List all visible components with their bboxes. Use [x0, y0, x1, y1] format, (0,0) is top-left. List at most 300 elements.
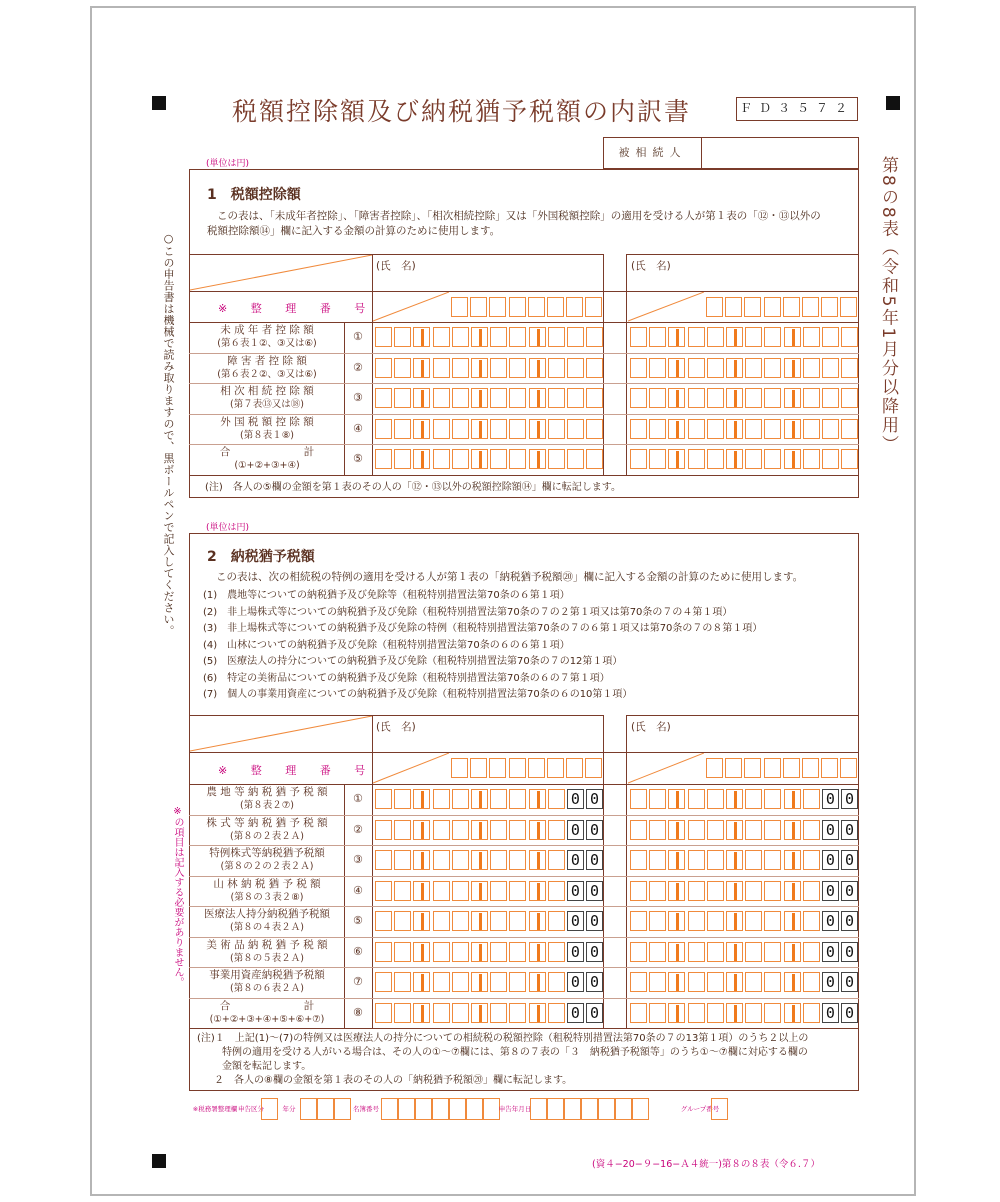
- digit-cell[interactable]: [745, 820, 762, 840]
- filing-date-cell[interactable]: [615, 1098, 632, 1120]
- zero-digit[interactable]: 0: [822, 820, 839, 840]
- digit-cell[interactable]: [707, 388, 724, 408]
- group-number-cell[interactable]: [711, 1098, 728, 1120]
- digit-cell[interactable]: [784, 358, 801, 378]
- digit-cell[interactable]: [688, 419, 705, 439]
- digit-cell[interactable]: [452, 972, 469, 992]
- digit-cell[interactable]: [375, 820, 392, 840]
- digit-cell[interactable]: [764, 449, 781, 469]
- digit-cell[interactable]: [509, 358, 526, 378]
- digit-cell[interactable]: [822, 358, 839, 378]
- digit-cell[interactable]: [803, 850, 820, 870]
- digit-cell[interactable]: [745, 972, 762, 992]
- digit-cell[interactable]: [529, 388, 546, 408]
- digit-cell[interactable]: [433, 419, 450, 439]
- digit-cell[interactable]: [726, 327, 743, 347]
- digit-cell[interactable]: [375, 388, 392, 408]
- zero-digit[interactable]: 0: [586, 1003, 603, 1023]
- digit-cell[interactable]: [471, 820, 488, 840]
- digit-cell[interactable]: [529, 449, 546, 469]
- digit-cell[interactable]: [413, 942, 430, 962]
- digit-cell[interactable]: [784, 449, 801, 469]
- digit-cell[interactable]: [726, 388, 743, 408]
- amount-cells[interactable]: [375, 911, 605, 931]
- amount-cells[interactable]: [375, 820, 605, 840]
- digit-cell[interactable]: [375, 419, 392, 439]
- digit-cell[interactable]: [509, 388, 526, 408]
- digit-cell[interactable]: [668, 449, 685, 469]
- digit-cell[interactable]: [452, 419, 469, 439]
- digit-cell[interactable]: [509, 327, 526, 347]
- digit-cell[interactable]: [452, 881, 469, 901]
- digit-cell[interactable]: [803, 820, 820, 840]
- digit-cell[interactable]: [784, 789, 801, 809]
- digit-cell[interactable]: [784, 820, 801, 840]
- digit-cell[interactable]: [433, 327, 450, 347]
- digit-cell[interactable]: [413, 850, 430, 870]
- digit-cell[interactable]: [375, 850, 392, 870]
- amount-cells[interactable]: [375, 850, 605, 870]
- person2-name-field[interactable]: [628, 256, 858, 290]
- digit-cell[interactable]: [764, 881, 781, 901]
- zero-digit[interactable]: 0: [586, 972, 603, 992]
- digit-cell[interactable]: [509, 942, 526, 962]
- digit-cell[interactable]: [688, 1003, 705, 1023]
- digit-cell[interactable]: [764, 820, 781, 840]
- digit-cell[interactable]: [394, 850, 411, 870]
- digit-cell[interactable]: [413, 1003, 430, 1023]
- seiri-cells[interactable]: [706, 297, 860, 317]
- amount-cells[interactable]: [630, 358, 860, 378]
- digit-cell[interactable]: [649, 911, 666, 931]
- digit-cell[interactable]: [668, 327, 685, 347]
- digit-cell[interactable]: [764, 850, 781, 870]
- digit-cell[interactable]: [630, 449, 647, 469]
- digit-cell[interactable]: [394, 419, 411, 439]
- amount-cells[interactable]: [375, 358, 605, 378]
- zero-digit[interactable]: 0: [586, 850, 603, 870]
- filing-date-cell[interactable]: [581, 1098, 598, 1120]
- digit-cell[interactable]: [567, 449, 584, 469]
- digit-cell[interactable]: [586, 327, 603, 347]
- zero-digit[interactable]: 0: [567, 942, 584, 962]
- digit-cell[interactable]: [764, 388, 781, 408]
- digit-cell[interactable]: [529, 911, 546, 931]
- amount-cells[interactable]: [630, 942, 860, 962]
- digit-cell[interactable]: [433, 449, 450, 469]
- digit-cell[interactable]: [668, 419, 685, 439]
- digit-cell[interactable]: [394, 388, 411, 408]
- digit-cell[interactable]: [471, 419, 488, 439]
- digit-cell[interactable]: [707, 1003, 724, 1023]
- year-cell[interactable]: [334, 1098, 351, 1120]
- digit-cell[interactable]: [452, 327, 469, 347]
- digit-cell[interactable]: [822, 388, 839, 408]
- digit-cell[interactable]: [841, 327, 858, 347]
- digit-cell[interactable]: [668, 911, 685, 931]
- digit-cell[interactable]: [452, 1003, 469, 1023]
- digit-cell[interactable]: [452, 911, 469, 931]
- digit-cell[interactable]: [668, 881, 685, 901]
- digit-cell[interactable]: [375, 911, 392, 931]
- digit-cell[interactable]: [548, 911, 565, 931]
- digit-cell[interactable]: [688, 449, 705, 469]
- digit-cell[interactable]: [726, 972, 743, 992]
- digit-cell[interactable]: [649, 388, 666, 408]
- digit-cell[interactable]: [726, 358, 743, 378]
- digit-cell[interactable]: [630, 388, 647, 408]
- person1-name-field[interactable]: [373, 717, 602, 751]
- digit-cell[interactable]: [413, 820, 430, 840]
- amount-cells[interactable]: [630, 972, 860, 992]
- digit-cell[interactable]: [471, 388, 488, 408]
- digit-cell[interactable]: [413, 911, 430, 931]
- digit-cell[interactable]: [630, 789, 647, 809]
- digit-cell[interactable]: [548, 358, 565, 378]
- zero-digit[interactable]: 0: [822, 942, 839, 962]
- digit-cell[interactable]: [764, 972, 781, 992]
- digit-cell[interactable]: [548, 388, 565, 408]
- digit-cell[interactable]: [630, 419, 647, 439]
- seiri-cells[interactable]: [706, 758, 860, 778]
- digit-cell[interactable]: [688, 820, 705, 840]
- zero-digit[interactable]: 0: [586, 881, 603, 901]
- digit-cell[interactable]: [567, 388, 584, 408]
- digit-cell[interactable]: [803, 1003, 820, 1023]
- digit-cell[interactable]: [726, 1003, 743, 1023]
- digit-cell[interactable]: [548, 820, 565, 840]
- amount-cells[interactable]: [375, 388, 605, 408]
- digit-cell[interactable]: [586, 388, 603, 408]
- digit-cell[interactable]: [394, 358, 411, 378]
- digit-cell[interactable]: [529, 327, 546, 347]
- amount-cells[interactable]: [630, 327, 860, 347]
- zero-digit[interactable]: 0: [822, 850, 839, 870]
- filing-date-cell[interactable]: [632, 1098, 649, 1120]
- digit-cell[interactable]: [471, 850, 488, 870]
- digit-cell[interactable]: [490, 1003, 507, 1023]
- person1-name-field[interactable]: [373, 256, 602, 290]
- digit-cell[interactable]: [764, 942, 781, 962]
- zero-digit[interactable]: 0: [567, 972, 584, 992]
- digit-cell[interactable]: [707, 419, 724, 439]
- zero-digit[interactable]: 0: [822, 972, 839, 992]
- digit-cell[interactable]: [394, 789, 411, 809]
- digit-cell[interactable]: [490, 327, 507, 347]
- digit-cell[interactable]: [375, 449, 392, 469]
- digit-cell[interactable]: [745, 358, 762, 378]
- digit-cell[interactable]: [707, 449, 724, 469]
- digit-cell[interactable]: [784, 942, 801, 962]
- amount-cells[interactable]: [630, 911, 860, 931]
- amount-cells[interactable]: [375, 881, 605, 901]
- digit-cell[interactable]: [649, 449, 666, 469]
- digit-cell[interactable]: [841, 419, 858, 439]
- digit-cell[interactable]: [668, 850, 685, 870]
- digit-cell[interactable]: [630, 881, 647, 901]
- digit-cell[interactable]: [649, 1003, 666, 1023]
- digit-cell[interactable]: [630, 820, 647, 840]
- digit-cell[interactable]: [452, 820, 469, 840]
- zero-digit[interactable]: 0: [567, 911, 584, 931]
- amount-cells[interactable]: [375, 327, 605, 347]
- zero-digit[interactable]: 0: [567, 1003, 584, 1023]
- digit-cell[interactable]: [745, 850, 762, 870]
- roster-number-cell[interactable]: [398, 1098, 415, 1120]
- digit-cell[interactable]: [707, 358, 724, 378]
- digit-cell[interactable]: [471, 942, 488, 962]
- digit-cell[interactable]: [586, 358, 603, 378]
- amount-cells[interactable]: [630, 1003, 860, 1023]
- digit-cell[interactable]: [433, 1003, 450, 1023]
- digit-cell[interactable]: [803, 789, 820, 809]
- digit-cell[interactable]: [688, 911, 705, 931]
- digit-cell[interactable]: [548, 972, 565, 992]
- digit-cell[interactable]: [688, 327, 705, 347]
- digit-cell[interactable]: [726, 820, 743, 840]
- digit-cell[interactable]: [764, 789, 781, 809]
- digit-cell[interactable]: [707, 911, 724, 931]
- digit-cell[interactable]: [745, 388, 762, 408]
- digit-cell[interactable]: [822, 327, 839, 347]
- zero-digit[interactable]: 0: [841, 972, 858, 992]
- digit-cell[interactable]: [630, 972, 647, 992]
- zero-digit[interactable]: 0: [586, 942, 603, 962]
- digit-cell[interactable]: [452, 850, 469, 870]
- digit-cell[interactable]: [452, 942, 469, 962]
- digit-cell[interactable]: [529, 850, 546, 870]
- amount-cells[interactable]: [630, 789, 860, 809]
- digit-cell[interactable]: [375, 972, 392, 992]
- digit-cell[interactable]: [490, 881, 507, 901]
- digit-cell[interactable]: [668, 388, 685, 408]
- digit-cell[interactable]: [490, 419, 507, 439]
- digit-cell[interactable]: [471, 972, 488, 992]
- seiri-cells[interactable]: [451, 297, 605, 317]
- digit-cell[interactable]: [784, 419, 801, 439]
- digit-cell[interactable]: [471, 911, 488, 931]
- digit-cell[interactable]: [548, 881, 565, 901]
- zero-digit[interactable]: 0: [567, 820, 584, 840]
- digit-cell[interactable]: [649, 881, 666, 901]
- digit-cell[interactable]: [803, 881, 820, 901]
- digit-cell[interactable]: [764, 358, 781, 378]
- digit-cell[interactable]: [529, 972, 546, 992]
- digit-cell[interactable]: [490, 911, 507, 931]
- digit-cell[interactable]: [509, 419, 526, 439]
- amount-cells[interactable]: [375, 789, 605, 809]
- digit-cell[interactable]: [630, 850, 647, 870]
- digit-cell[interactable]: [529, 419, 546, 439]
- digit-cell[interactable]: [471, 1003, 488, 1023]
- year-cell[interactable]: [317, 1098, 334, 1120]
- digit-cell[interactable]: [726, 881, 743, 901]
- digit-cell[interactable]: [707, 820, 724, 840]
- digit-cell[interactable]: [649, 327, 666, 347]
- digit-cell[interactable]: [490, 972, 507, 992]
- roster-number-cell[interactable]: [381, 1098, 398, 1120]
- roster-number-cell[interactable]: [415, 1098, 432, 1120]
- digit-cell[interactable]: [745, 1003, 762, 1023]
- digit-cell[interactable]: [803, 972, 820, 992]
- digit-cell[interactable]: [630, 327, 647, 347]
- roster-number-cell[interactable]: [449, 1098, 466, 1120]
- digit-cell[interactable]: [726, 419, 743, 439]
- digit-cell[interactable]: [726, 789, 743, 809]
- amount-cells[interactable]: [375, 972, 605, 992]
- digit-cell[interactable]: [452, 789, 469, 809]
- digit-cell[interactable]: [707, 881, 724, 901]
- digit-cell[interactable]: [688, 789, 705, 809]
- digit-cell[interactable]: [784, 911, 801, 931]
- digit-cell[interactable]: [490, 789, 507, 809]
- digit-cell[interactable]: [394, 327, 411, 347]
- zero-digit[interactable]: 0: [841, 1003, 858, 1023]
- digit-cell[interactable]: [649, 789, 666, 809]
- digit-cell[interactable]: [668, 1003, 685, 1023]
- digit-cell[interactable]: [841, 358, 858, 378]
- digit-cell[interactable]: [688, 881, 705, 901]
- digit-cell[interactable]: [394, 942, 411, 962]
- digit-cell[interactable]: [707, 850, 724, 870]
- digit-cell[interactable]: [471, 358, 488, 378]
- digit-cell[interactable]: [649, 850, 666, 870]
- digit-cell[interactable]: [529, 789, 546, 809]
- amount-cells[interactable]: [630, 419, 860, 439]
- digit-cell[interactable]: [509, 881, 526, 901]
- digit-cell[interactable]: [745, 881, 762, 901]
- digit-cell[interactable]: [630, 1003, 647, 1023]
- zero-digit[interactable]: 0: [841, 911, 858, 931]
- year-cell[interactable]: [300, 1098, 317, 1120]
- digit-cell[interactable]: [471, 881, 488, 901]
- digit-cell[interactable]: [764, 419, 781, 439]
- amount-cells[interactable]: [375, 449, 605, 469]
- digit-cell[interactable]: [668, 820, 685, 840]
- roster-number-cell[interactable]: [483, 1098, 500, 1120]
- digit-cell[interactable]: [490, 850, 507, 870]
- digit-cell[interactable]: [433, 942, 450, 962]
- digit-cell[interactable]: [375, 327, 392, 347]
- digit-cell[interactable]: [688, 358, 705, 378]
- digit-cell[interactable]: [509, 850, 526, 870]
- amount-cells[interactable]: [630, 449, 860, 469]
- digit-cell[interactable]: [433, 911, 450, 931]
- digit-cell[interactable]: [509, 789, 526, 809]
- digit-cell[interactable]: [764, 911, 781, 931]
- digit-cell[interactable]: [803, 911, 820, 931]
- digit-cell[interactable]: [567, 419, 584, 439]
- amount-cells[interactable]: [375, 942, 605, 962]
- digit-cell[interactable]: [649, 942, 666, 962]
- digit-cell[interactable]: [764, 1003, 781, 1023]
- filing-type-cell[interactable]: [261, 1098, 278, 1120]
- digit-cell[interactable]: [529, 942, 546, 962]
- digit-cell[interactable]: [649, 820, 666, 840]
- digit-cell[interactable]: [803, 388, 820, 408]
- digit-cell[interactable]: [413, 789, 430, 809]
- digit-cell[interactable]: [433, 388, 450, 408]
- zero-digit[interactable]: 0: [822, 911, 839, 931]
- digit-cell[interactable]: [745, 449, 762, 469]
- digit-cell[interactable]: [375, 1003, 392, 1023]
- digit-cell[interactable]: [433, 789, 450, 809]
- digit-cell[interactable]: [668, 789, 685, 809]
- digit-cell[interactable]: [548, 327, 565, 347]
- digit-cell[interactable]: [567, 358, 584, 378]
- digit-cell[interactable]: [567, 327, 584, 347]
- digit-cell[interactable]: [529, 881, 546, 901]
- digit-cell[interactable]: [413, 449, 430, 469]
- digit-cell[interactable]: [649, 419, 666, 439]
- digit-cell[interactable]: [490, 820, 507, 840]
- zero-digit[interactable]: 0: [567, 850, 584, 870]
- digit-cell[interactable]: [471, 327, 488, 347]
- filing-date-cell[interactable]: [598, 1098, 615, 1120]
- digit-cell[interactable]: [688, 942, 705, 962]
- digit-cell[interactable]: [784, 850, 801, 870]
- digit-cell[interactable]: [745, 419, 762, 439]
- digit-cell[interactable]: [726, 942, 743, 962]
- digit-cell[interactable]: [548, 789, 565, 809]
- digit-cell[interactable]: [630, 358, 647, 378]
- roster-number-cell[interactable]: [432, 1098, 449, 1120]
- digit-cell[interactable]: [509, 911, 526, 931]
- digit-cell[interactable]: [490, 449, 507, 469]
- digit-cell[interactable]: [707, 327, 724, 347]
- digit-cell[interactable]: [707, 972, 724, 992]
- amount-cells[interactable]: [630, 881, 860, 901]
- digit-cell[interactable]: [394, 820, 411, 840]
- amount-cells[interactable]: [375, 1003, 605, 1023]
- digit-cell[interactable]: [490, 942, 507, 962]
- zero-digit[interactable]: 0: [841, 850, 858, 870]
- digit-cell[interactable]: [413, 419, 430, 439]
- digit-cell[interactable]: [509, 1003, 526, 1023]
- digit-cell[interactable]: [548, 449, 565, 469]
- digit-cell[interactable]: [509, 449, 526, 469]
- filing-date-cell[interactable]: [547, 1098, 564, 1120]
- digit-cell[interactable]: [548, 419, 565, 439]
- digit-cell[interactable]: [784, 881, 801, 901]
- filing-date-cell[interactable]: [564, 1098, 581, 1120]
- roster-number-cell[interactable]: [466, 1098, 483, 1120]
- digit-cell[interactable]: [649, 972, 666, 992]
- digit-cell[interactable]: [630, 911, 647, 931]
- digit-cell[interactable]: [803, 327, 820, 347]
- digit-cell[interactable]: [649, 358, 666, 378]
- digit-cell[interactable]: [726, 850, 743, 870]
- digit-cell[interactable]: [394, 1003, 411, 1023]
- digit-cell[interactable]: [548, 850, 565, 870]
- digit-cell[interactable]: [745, 911, 762, 931]
- digit-cell[interactable]: [413, 881, 430, 901]
- person2-name-field[interactable]: [628, 717, 858, 751]
- digit-cell[interactable]: [413, 327, 430, 347]
- digit-cell[interactable]: [375, 789, 392, 809]
- digit-cell[interactable]: [822, 419, 839, 439]
- zero-digit[interactable]: 0: [841, 789, 858, 809]
- digit-cell[interactable]: [394, 972, 411, 992]
- digit-cell[interactable]: [452, 449, 469, 469]
- digit-cell[interactable]: [433, 881, 450, 901]
- zero-digit[interactable]: 0: [567, 881, 584, 901]
- digit-cell[interactable]: [784, 388, 801, 408]
- digit-cell[interactable]: [688, 972, 705, 992]
- digit-cell[interactable]: [745, 789, 762, 809]
- seiri-cells[interactable]: [451, 758, 605, 778]
- digit-cell[interactable]: [803, 419, 820, 439]
